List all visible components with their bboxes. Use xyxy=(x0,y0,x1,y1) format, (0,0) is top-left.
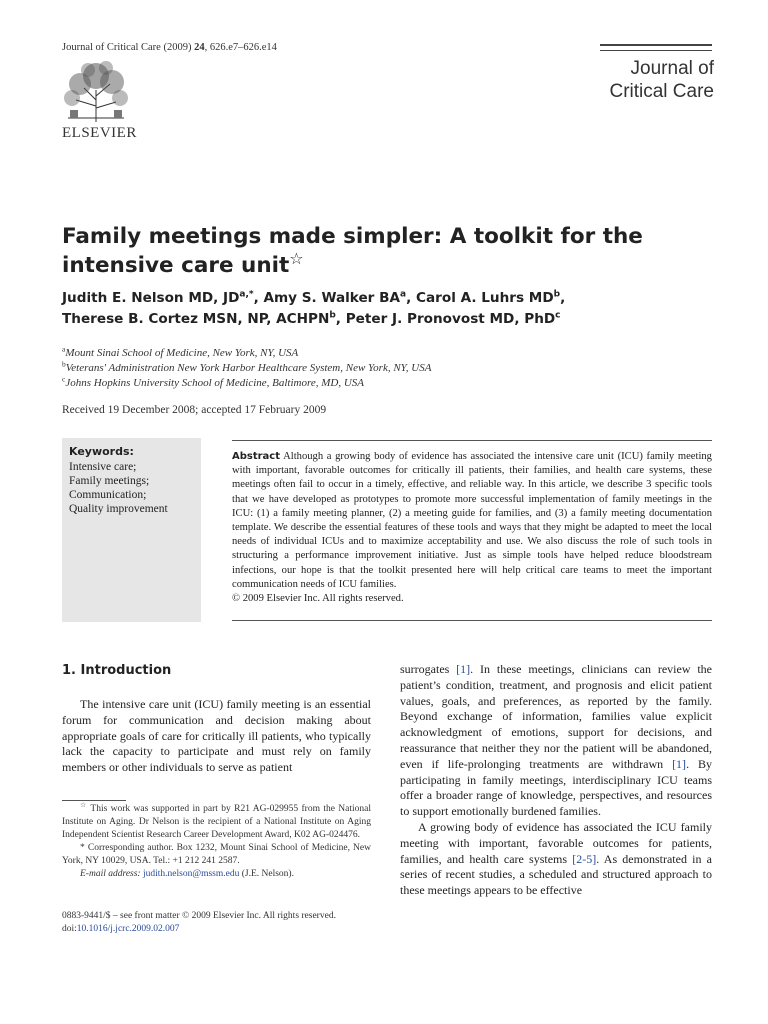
keyword-item: Communication; xyxy=(69,489,147,501)
brand-rule-bottom xyxy=(600,50,712,51)
body-column-right xyxy=(400,662,712,899)
received-dates: Received 19 December 2008; accepted 17 February 2009 xyxy=(62,404,327,416)
affiliation-item: $^c$Johns Hopkins University School of Medicine, Baltimore, MD, USA xyxy=(62,374,365,389)
author-name: Peter J. Pronovost MD, PhD xyxy=(345,311,556,327)
elsevier-wordmark: ELSEVIER xyxy=(62,125,137,141)
abstract-rule-top xyxy=(232,440,712,441)
body-paragraph: surrogates [1]. In these meetings, clinicians can review the patient’s condition, treatment, and prognosis and elicit patient values, goals, and preferences, as reported by the family. Beyond exchange of information, families value explicit acknowledgment of emotions, support for decisions, and reassurance that neither they nor the patient will be abandoned, even if life-prolonging treatments are withdrawn [1]. By participating in family meetings, interdisciplinary ICU teams offer a broader range of knowledge, perspectives, and resources to support emotionally burdened families. xyxy=(400,662,712,819)
author-name: Carol A. Luhrs MD xyxy=(416,290,554,306)
funding-footnote: ☆ This work was supported in part by R21 AG-029955 from the National Institute on Aging. Dr Nelson is the recipient of a National Institute on Aging Independent Scientist Research Career Development Award, K02 AG-024476. xyxy=(62,800,371,840)
affiliation-item: $^a$Mount Sinai School of Medicine, New York, NY, USA xyxy=(62,344,299,359)
issn-line: 0883-9441/$ – see front matter © 2009 Elsevier Inc. All rights reserved. xyxy=(62,911,336,921)
journal-brand xyxy=(600,57,714,103)
author-list: Judith E. Nelson MD, $JD^{a,*}$, Amy S. Walker $BA^a$, Carol A. Luhrs $MD^b$, Therese B. Cortez MSN, NP, ACHPN$^b$, Peter J. Pronovost MD, PhD$^c$ xyxy=(62,289,566,327)
doi-line: doi:10.1016/j.jcrc.2009.02.007 xyxy=(62,924,180,934)
author-email-link[interactable]: judith.nelson@mssm.edu xyxy=(142,869,240,879)
section-title: 1. Introduction xyxy=(62,663,172,678)
abstract-rule-bottom xyxy=(232,620,712,621)
article-title: Family meetings made simpler: A toolkit for the intensive care unit☆ xyxy=(62,224,643,278)
affiliations xyxy=(62,346,431,391)
affiliation-item: $^b$Veterans' Administration New York Harbor Healthcare System, New York, NY, USA xyxy=(62,359,432,374)
keyword-item: Intensive care; xyxy=(69,461,137,473)
author-name: Therese B. Cortez MSN, NP, ACHPN xyxy=(62,311,330,327)
author-name: Amy S. Walker BA xyxy=(263,290,401,306)
reference-link[interactable]: [2-5] xyxy=(572,851,597,866)
reference-link[interactable]: [1] xyxy=(672,756,687,771)
corresponding-footnote: * Corresponding author. Box 1232, Mount Sinai School of Medicine, New York, NY 10029, USA. Tel.: +1 212 241 2587. xyxy=(62,843,371,866)
body-paragraph: A growing body of evidence has associated the ICU family meeting with important, favorable outcomes for patients, families, and health care systems [2-5]. As demonstrated in a series of recent studies, a scheduled and structured approach to these meetings appears to be effective xyxy=(400,819,713,898)
abstract-copyright: © 2009 Elsevier Inc. All rights reserved. xyxy=(232,593,404,605)
journal-citation: Journal of Critical Care (2009) 24, 626.e7–626.e14 xyxy=(62,42,277,53)
abstract-heading: Abstract xyxy=(232,451,281,462)
keywords-list xyxy=(69,460,168,516)
issn-doi xyxy=(62,910,336,936)
keyword-item: Family meetings; xyxy=(69,475,150,487)
intro-paragraph: The intensive care unit (ICU) family meeting is an essential forum for communication and decision making about appropriate goals of care for critically ill patients, who typically lack the capacity to participate and must rely on family members or other individuals to serve as patient xyxy=(62,697,371,775)
journal-brand-line2: Critical Care xyxy=(609,81,714,102)
title-footnote-star: ☆ xyxy=(289,248,304,268)
brand-rule-top xyxy=(600,44,712,46)
footnotes xyxy=(62,800,371,881)
email-footnote: E-mail address: judith.nelson@mssm.edu (J.E. Nelson). xyxy=(80,869,294,879)
doi-link[interactable]: 10.1016/j.jcrc.2009.02.007 xyxy=(76,924,180,934)
body-column-left xyxy=(62,697,371,776)
abstract-text: Although a growing body of evidence has associated the intensive care unit (ICU) family meeting with important, favorable outcomes for critically ill patients, their families, and health care systems, these meetings often fail to occur in a timely, effective, and reliable way. In this article, we describe 3 specific tools that we have developed as prototypes to promote more successful implementation of family meetings in the ICU: (1) a family meeting planner, (2) a meeting guide for families, and (3) a family meeting documentation template. We describe the essential features of these tools and ways that they might be adapted to meet the local needs of individual ICUs and to maximize acceptability and use. We also discuss the role of such tools in structuring a performance improvement initiative. Just as simple tools have helped reduce bloodstream infections, our hope is that the toolkit presented here will help critical care teams to meet the important communication needs of ICU families. xyxy=(232,451,712,590)
keyword-item: Quality improvement xyxy=(69,503,168,515)
journal-brand-line1: Journal of xyxy=(630,58,714,79)
abstract xyxy=(232,450,712,606)
footnote-rule xyxy=(62,800,126,801)
reference-link[interactable]: [1] xyxy=(456,662,471,676)
author-name: Judith E. Nelson MD, JD xyxy=(62,290,240,306)
keywords-heading: Keywords: xyxy=(69,445,134,458)
